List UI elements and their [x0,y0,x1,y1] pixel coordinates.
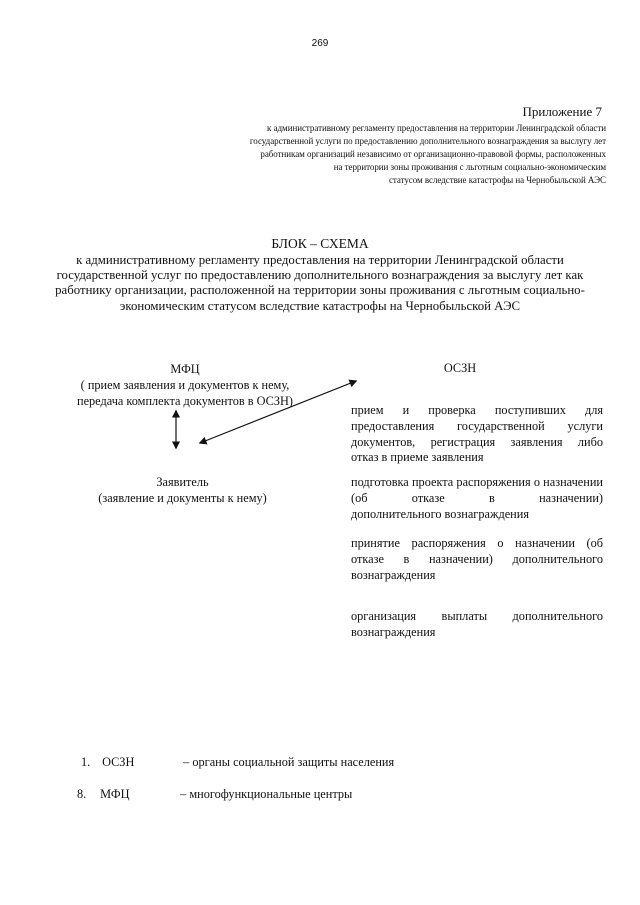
mfc-line: передача комплекта документов в ОСЗН) [76,394,293,408]
abbreviation-term: МФЦ [100,787,130,801]
abbreviation-number: 1. [81,755,91,769]
step-text: принятие распоряжения о назначении (об отказе в назначении) дополнительного [351,536,603,566]
appendix-description-line: статусом вследствие катастрофы на Чернобыльской АЭС [388,175,606,185]
diagonal-double-arrow [200,381,356,443]
step-text-last: отказ в приеме заявления [351,450,484,465]
abbreviation-definition: – органы социальной защиты населения [183,755,395,769]
applicant-label: Заявитель [156,475,209,489]
abbreviation-definition: – многофункциональные центры [180,787,353,801]
abbreviation-term: ОСЗН [102,755,135,769]
scheme-subtitle-line: к административному регламенту предоставления на территории Ленинградской области [76,253,564,267]
oszn-label: ОСЗН [443,361,477,375]
page-number: 269 [311,38,329,49]
appendix-description-line: на территории зоны проживания с льготным социально-экономическим [333,162,606,172]
scheme-subtitle-line: работнику организации, расположенной на территории зоны проживания с льготным социально- [55,283,585,298]
appendix-description-line: к административному регламенту предоставления на территории Ленинградской области [267,123,606,133]
appendix-description-line: работникам организаций независимо от организационно-правовой формы, расположенных [260,149,606,159]
appendix-title: Приложение 7 [522,104,602,119]
abbreviation-row [81,755,394,770]
step-text: организация выплаты дополнительного [351,609,603,623]
step-text-last: вознаграждения [351,624,436,639]
appendix-description-line: государственной услуги по предоставлению дополнительного вознаграждения за выслугу лет [249,136,606,146]
scheme-subtitle-line: экономическим статусом вследствие катастрофы на Чернобыльской АЭС [119,298,521,313]
step-text: подготовка проекта распоряжения о назначении (об отказе в назначении) [351,475,603,505]
scheme-title: БЛОК – СХЕМА [271,236,369,251]
applicant-note: (заявление и документы к нему) [98,491,267,505]
abbreviation-number: 8. [77,787,87,801]
step-text-last: вознаграждения [351,567,436,582]
scheme-subtitle-line: государственной услуг по предоставлению дополнительного вознаграждения за выслугу лет как [56,268,584,283]
mfc-line: ( прием заявления и документов к нему, [80,378,290,392]
mfc-label: МФЦ [170,362,200,376]
step-text: прием и проверка поступивших для предоставления государственной услуги документов, регистрация заявления либо [351,403,603,449]
abbreviation-row [77,787,352,802]
step-text-last: дополнительного вознаграждения [351,506,529,521]
